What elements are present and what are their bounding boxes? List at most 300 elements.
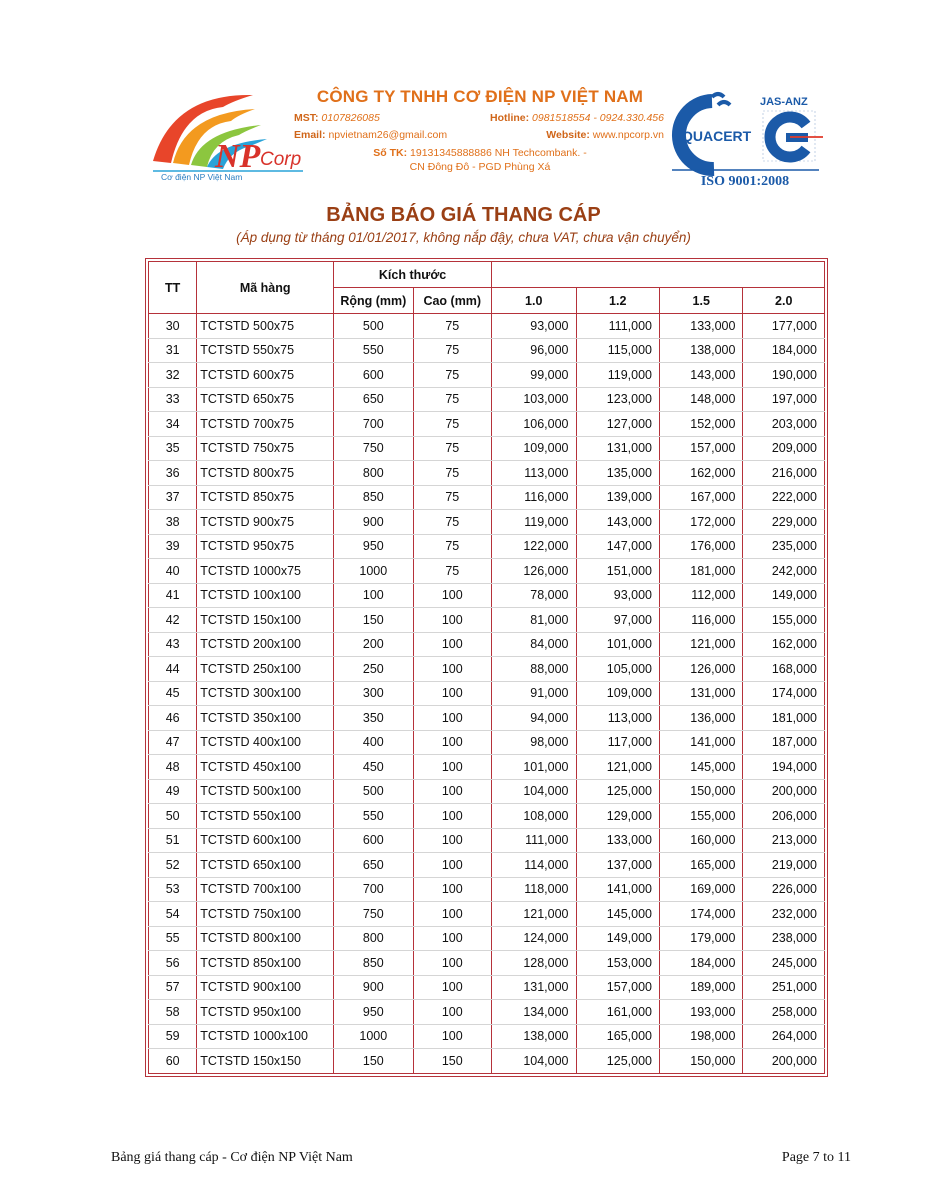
- cell-price-1-0: 121,000: [492, 902, 577, 927]
- logo-np-text: NP: [215, 138, 261, 175]
- table-row: [149, 951, 825, 976]
- cell-price-1-5: 141,000: [659, 730, 742, 755]
- cell-width: 350: [334, 706, 413, 731]
- table-row: [149, 461, 825, 486]
- cell-code: TCTSTD 250x100: [197, 657, 334, 682]
- cell-height: 100: [413, 1000, 491, 1025]
- cell-code: TCTSTD 950x100: [197, 1000, 334, 1025]
- cell-price-2-0: 190,000: [743, 363, 825, 388]
- footer-page-number: Page 7 to 11: [781, 1150, 851, 1165]
- table-row: [149, 338, 825, 363]
- cell-width: 700: [334, 877, 413, 902]
- header-row-1: [149, 262, 825, 288]
- cell-tt: 60: [149, 1049, 197, 1074]
- cell-price-1-2: 97,000: [576, 608, 659, 633]
- cell-price-1-2: 161,000: [576, 1000, 659, 1025]
- account-label: Số TK:: [373, 147, 408, 159]
- iso-certification-logo: [668, 83, 823, 189]
- cell-tt: 57: [149, 975, 197, 1000]
- cell-price-1-0: 101,000: [492, 755, 577, 780]
- cell-price-1-5: 172,000: [659, 510, 742, 535]
- table-row: [149, 681, 825, 706]
- cell-price-2-0: 229,000: [743, 510, 825, 535]
- cell-width: 500: [334, 314, 413, 339]
- cell-tt: 47: [149, 730, 197, 755]
- cell-code: TCTSTD 950x75: [197, 534, 334, 559]
- cell-price-1-5: 157,000: [659, 436, 742, 461]
- cell-code: TCTSTD 550x100: [197, 804, 334, 829]
- cell-code: TCTSTD 900x75: [197, 510, 334, 535]
- hotline-value: 0981518554 - 0924.330.456: [532, 112, 664, 124]
- cell-tt: 32: [149, 363, 197, 388]
- cell-tt: 51: [149, 828, 197, 853]
- website-label: Website:: [546, 129, 590, 141]
- cell-price-1-2: 129,000: [576, 804, 659, 829]
- cell-code: TCTSTD 850x75: [197, 485, 334, 510]
- cell-price-2-0: 235,000: [743, 534, 825, 559]
- cell-tt: 30: [149, 314, 197, 339]
- cell-price-2-0: 251,000: [743, 975, 825, 1000]
- cell-code: TCTSTD 350x100: [197, 706, 334, 731]
- cell-price-1-0: 94,000: [492, 706, 577, 731]
- cell-code: TCTSTD 450x100: [197, 755, 334, 780]
- cell-price-1-2: 121,000: [576, 755, 659, 780]
- logo-tagline: Cơ điện NP Việt Nam: [161, 172, 243, 182]
- npcorp-logo: [143, 83, 313, 183]
- cell-price-1-0: 88,000: [492, 657, 577, 682]
- cell-code: TCTSTD 650x100: [197, 853, 334, 878]
- cell-width: 1000: [334, 559, 413, 584]
- cell-height: 75: [413, 436, 491, 461]
- cell-price-1-2: 135,000: [576, 461, 659, 486]
- cell-price-1-2: 111,000: [576, 314, 659, 339]
- cell-price-2-0: 197,000: [743, 387, 825, 412]
- cell-tt: 33: [149, 387, 197, 412]
- cell-tt: 43: [149, 632, 197, 657]
- cell-tt: 42: [149, 608, 197, 633]
- cell-width: 900: [334, 975, 413, 1000]
- cell-price-1-5: 138,000: [659, 338, 742, 363]
- cell-height: 75: [413, 387, 491, 412]
- cell-tt: 48: [149, 755, 197, 780]
- bank-info: [290, 146, 670, 174]
- cell-code: TCTSTD 700x75: [197, 412, 334, 437]
- cell-height: 75: [413, 559, 491, 584]
- cell-price-1-0: 98,000: [492, 730, 577, 755]
- table-row: [149, 657, 825, 682]
- cell-code: TCTSTD 650x75: [197, 387, 334, 412]
- cell-price-1-0: 111,000: [492, 828, 577, 853]
- cell-price-1-0: 108,000: [492, 804, 577, 829]
- cell-code: TCTSTD 150x150: [197, 1049, 334, 1074]
- cell-price-1-2: 123,000: [576, 387, 659, 412]
- jas-anz-text: JAS-ANZ: [760, 96, 808, 108]
- cell-code: TCTSTD 750x75: [197, 436, 334, 461]
- table-row: [149, 412, 825, 437]
- table-row: [149, 877, 825, 902]
- cell-height: 100: [413, 706, 491, 731]
- logo-corp-text: Corp: [260, 149, 302, 170]
- cell-price-1-5: 112,000: [659, 583, 742, 608]
- document-title: BẢNG BÁO GIÁ THANG CÁP: [326, 204, 601, 226]
- cell-price-2-0: 200,000: [743, 779, 825, 804]
- cell-tt: 34: [149, 412, 197, 437]
- table-row: [149, 387, 825, 412]
- cell-price-1-2: 139,000: [576, 485, 659, 510]
- cell-price-1-0: 134,000: [492, 1000, 577, 1025]
- cell-width: 600: [334, 828, 413, 853]
- cell-price-1-5: 167,000: [659, 485, 742, 510]
- cell-tt: 49: [149, 779, 197, 804]
- website-value[interactable]: www.npcorp.vn: [592, 129, 664, 141]
- cell-height: 100: [413, 1024, 491, 1049]
- mst-value: 0107826085: [321, 112, 380, 124]
- cell-code: TCTSTD 800x75: [197, 461, 334, 486]
- cell-width: 600: [334, 363, 413, 388]
- cell-width: 850: [334, 951, 413, 976]
- cell-code: TCTSTD 100x100: [197, 583, 334, 608]
- table-row: [149, 853, 825, 878]
- cell-width: 650: [334, 853, 413, 878]
- cell-price-1-2: 125,000: [576, 1049, 659, 1074]
- cell-height: 75: [413, 485, 491, 510]
- cell-price-1-0: 84,000: [492, 632, 577, 657]
- cell-width: 900: [334, 510, 413, 535]
- cell-height: 100: [413, 804, 491, 829]
- table-row: [149, 902, 825, 927]
- cell-code: TCTSTD 500x100: [197, 779, 334, 804]
- cell-width: 550: [334, 804, 413, 829]
- cell-price-1-2: 153,000: [576, 951, 659, 976]
- cell-price-1-2: 105,000: [576, 657, 659, 682]
- cell-price-1-2: 149,000: [576, 926, 659, 951]
- cell-price-1-0: 93,000: [492, 314, 577, 339]
- cell-code: TCTSTD 800x100: [197, 926, 334, 951]
- cell-price-2-0: 206,000: [743, 804, 825, 829]
- cell-price-1-0: 91,000: [492, 681, 577, 706]
- cell-price-2-0: 200,000: [743, 1049, 825, 1074]
- cell-price-2-0: 155,000: [743, 608, 825, 633]
- cell-tt: 58: [149, 1000, 197, 1025]
- cell-width: 950: [334, 1000, 413, 1025]
- table-row: [149, 1049, 825, 1074]
- cell-height: 75: [413, 510, 491, 535]
- cell-tt: 36: [149, 461, 197, 486]
- cell-price-1-2: 113,000: [576, 706, 659, 731]
- cell-code: TCTSTD 300x100: [197, 681, 334, 706]
- cell-price-2-0: 245,000: [743, 951, 825, 976]
- cell-code: TCTSTD 900x100: [197, 975, 334, 1000]
- cell-code: TCTSTD 400x100: [197, 730, 334, 755]
- cell-price-1-5: 162,000: [659, 461, 742, 486]
- cell-width: 400: [334, 730, 413, 755]
- cell-price-2-0: 213,000: [743, 828, 825, 853]
- cell-tt: 56: [149, 951, 197, 976]
- cell-width: 750: [334, 902, 413, 927]
- cell-price-1-5: 148,000: [659, 387, 742, 412]
- iso-text: ISO 9001:2008: [700, 174, 790, 189]
- header-thickness-group: [492, 262, 825, 288]
- cell-price-1-0: 126,000: [492, 559, 577, 584]
- cell-price-2-0: 232,000: [743, 902, 825, 927]
- cell-width: 250: [334, 657, 413, 682]
- cell-tt: 39: [149, 534, 197, 559]
- cell-price-1-0: 78,000: [492, 583, 577, 608]
- cell-price-1-2: 157,000: [576, 975, 659, 1000]
- cell-price-1-0: 96,000: [492, 338, 577, 363]
- cell-price-1-0: 138,000: [492, 1024, 577, 1049]
- table-row: [149, 510, 825, 535]
- cell-height: 100: [413, 632, 491, 657]
- cell-price-1-2: 145,000: [576, 902, 659, 927]
- cell-width: 150: [334, 608, 413, 633]
- cell-price-2-0: 168,000: [743, 657, 825, 682]
- cell-price-1-2: 127,000: [576, 412, 659, 437]
- company-info: [290, 87, 670, 174]
- cell-price-1-2: 125,000: [576, 779, 659, 804]
- cell-price-1-0: 128,000: [492, 951, 577, 976]
- table-row: [149, 828, 825, 853]
- cell-height: 100: [413, 853, 491, 878]
- cell-tt: 38: [149, 510, 197, 535]
- cell-height: 100: [413, 926, 491, 951]
- cell-height: 100: [413, 730, 491, 755]
- cell-tt: 40: [149, 559, 197, 584]
- email-website-row: [290, 129, 670, 141]
- cell-code: TCTSTD 200x100: [197, 632, 334, 657]
- cell-price-1-2: 147,000: [576, 534, 659, 559]
- cell-width: 700: [334, 412, 413, 437]
- cell-price-1-0: 104,000: [492, 779, 577, 804]
- cell-price-2-0: 177,000: [743, 314, 825, 339]
- cell-price-1-2: 93,000: [576, 583, 659, 608]
- table-row: [149, 730, 825, 755]
- cell-price-1-0: 124,000: [492, 926, 577, 951]
- cell-price-1-5: 160,000: [659, 828, 742, 853]
- cell-code: TCTSTD 850x100: [197, 951, 334, 976]
- cell-price-1-5: 121,000: [659, 632, 742, 657]
- cell-price-1-5: 116,000: [659, 608, 742, 633]
- cell-price-1-2: 143,000: [576, 510, 659, 535]
- price-table-body: [149, 314, 825, 1074]
- cell-price-1-2: 101,000: [576, 632, 659, 657]
- cell-price-2-0: 258,000: [743, 1000, 825, 1025]
- table-row: [149, 804, 825, 829]
- email-label: Email:: [294, 129, 326, 141]
- cell-code: TCTSTD 1000x100: [197, 1024, 334, 1049]
- cell-tt: 59: [149, 1024, 197, 1049]
- cell-width: 950: [334, 534, 413, 559]
- table-row: [149, 534, 825, 559]
- price-table-frame: [145, 258, 828, 1077]
- cell-price-1-5: 133,000: [659, 314, 742, 339]
- cell-tt: 54: [149, 902, 197, 927]
- table-row: [149, 755, 825, 780]
- table-row: [149, 706, 825, 731]
- cell-price-2-0: 149,000: [743, 583, 825, 608]
- price-table: [148, 261, 825, 1074]
- cell-price-2-0: 203,000: [743, 412, 825, 437]
- cell-height: 75: [413, 412, 491, 437]
- cell-width: 750: [334, 436, 413, 461]
- quacert-text: QUACERT: [682, 128, 752, 144]
- cell-price-1-5: 169,000: [659, 877, 742, 902]
- cell-height: 100: [413, 951, 491, 976]
- cell-price-2-0: 174,000: [743, 681, 825, 706]
- cell-price-1-5: 145,000: [659, 755, 742, 780]
- cell-price-1-5: 176,000: [659, 534, 742, 559]
- table-row: [149, 632, 825, 657]
- cell-price-1-5: 179,000: [659, 926, 742, 951]
- cell-price-1-5: 184,000: [659, 951, 742, 976]
- cell-price-1-5: 174,000: [659, 902, 742, 927]
- cell-price-1-5: 143,000: [659, 363, 742, 388]
- cell-price-1-2: 117,000: [576, 730, 659, 755]
- cell-width: 450: [334, 755, 413, 780]
- cell-price-1-0: 106,000: [492, 412, 577, 437]
- cell-width: 300: [334, 681, 413, 706]
- cell-height: 75: [413, 461, 491, 486]
- header-code: Mã hàng: [197, 262, 334, 314]
- cell-price-2-0: 194,000: [743, 755, 825, 780]
- cell-code: TCTSTD 500x75: [197, 314, 334, 339]
- cell-price-1-5: 165,000: [659, 853, 742, 878]
- table-row: [149, 559, 825, 584]
- table-row: [149, 608, 825, 633]
- cell-width: 1000: [334, 1024, 413, 1049]
- mst-label: MST:: [294, 112, 319, 124]
- cell-code: TCTSTD 550x75: [197, 338, 334, 363]
- cell-width: 800: [334, 461, 413, 486]
- cell-tt: 45: [149, 681, 197, 706]
- cell-width: 500: [334, 779, 413, 804]
- cell-price-1-0: 118,000: [492, 877, 577, 902]
- table-row: [149, 583, 825, 608]
- cell-price-2-0: 184,000: [743, 338, 825, 363]
- cell-tt: 37: [149, 485, 197, 510]
- table-row: [149, 436, 825, 461]
- cell-price-1-0: 104,000: [492, 1049, 577, 1074]
- cell-height: 75: [413, 363, 491, 388]
- cell-code: TCTSTD 600x100: [197, 828, 334, 853]
- cell-width: 550: [334, 338, 413, 363]
- cell-price-1-0: 113,000: [492, 461, 577, 486]
- cell-height: 100: [413, 902, 491, 927]
- cell-price-1-5: 198,000: [659, 1024, 742, 1049]
- cell-price-1-5: 150,000: [659, 779, 742, 804]
- cell-price-2-0: 264,000: [743, 1024, 825, 1049]
- footer-document-name: Bảng giá thang cáp - Cơ điện NP Việt Nam: [111, 1150, 353, 1165]
- header-dimension-group: Kích thước: [334, 262, 492, 288]
- cell-height: 100: [413, 755, 491, 780]
- table-row: [149, 975, 825, 1000]
- document-subtitle: (Áp dụng từ tháng 01/01/2017, không nắp đậy, chưa VAT, chưa vận chuyển): [236, 230, 691, 245]
- company-name: CÔNG TY TNHH CƠ ĐIỆN NP VIỆT NAM: [316, 87, 644, 106]
- cell-price-1-2: 165,000: [576, 1024, 659, 1049]
- cell-price-2-0: 238,000: [743, 926, 825, 951]
- table-row: [149, 926, 825, 951]
- header-thickness-1-0: 1.0: [492, 288, 577, 314]
- cell-tt: 44: [149, 657, 197, 682]
- cell-height: 75: [413, 534, 491, 559]
- cell-width: 150: [334, 1049, 413, 1074]
- account-value: 19131345888886 NH Techcombank. -: [410, 147, 587, 159]
- cell-tt: 50: [149, 804, 197, 829]
- table-row: [149, 363, 825, 388]
- cell-code: TCTSTD 150x100: [197, 608, 334, 633]
- cell-height: 100: [413, 583, 491, 608]
- table-row: [149, 485, 825, 510]
- cell-tt: 55: [149, 926, 197, 951]
- cell-height: 75: [413, 338, 491, 363]
- cell-height: 75: [413, 314, 491, 339]
- page-footer: [111, 1150, 851, 1166]
- cell-price-1-5: 131,000: [659, 681, 742, 706]
- cell-price-2-0: 219,000: [743, 853, 825, 878]
- cell-price-1-2: 109,000: [576, 681, 659, 706]
- cell-price-1-5: 150,000: [659, 1049, 742, 1074]
- cell-price-1-0: 131,000: [492, 975, 577, 1000]
- cell-price-1-5: 193,000: [659, 1000, 742, 1025]
- cell-code: TCTSTD 1000x75: [197, 559, 334, 584]
- cell-price-2-0: 187,000: [743, 730, 825, 755]
- cell-width: 100: [334, 583, 413, 608]
- header-width: Rộng (mm): [334, 288, 413, 314]
- cell-tt: 41: [149, 583, 197, 608]
- cell-price-1-0: 109,000: [492, 436, 577, 461]
- cell-height: 150: [413, 1049, 491, 1074]
- cell-price-2-0: 226,000: [743, 877, 825, 902]
- account-branch: CN Đông Đô - PGD Phùng Xá: [409, 161, 551, 173]
- cell-price-1-5: 189,000: [659, 975, 742, 1000]
- header-height: Cao (mm): [413, 288, 491, 314]
- table-row: [149, 1000, 825, 1025]
- cell-price-1-0: 119,000: [492, 510, 577, 535]
- cell-height: 100: [413, 877, 491, 902]
- cell-price-1-2: 141,000: [576, 877, 659, 902]
- cell-price-1-5: 181,000: [659, 559, 742, 584]
- cell-height: 100: [413, 779, 491, 804]
- table-row: [149, 314, 825, 339]
- cell-price-1-2: 119,000: [576, 363, 659, 388]
- cell-price-1-5: 155,000: [659, 804, 742, 829]
- cell-price-1-5: 126,000: [659, 657, 742, 682]
- cell-width: 850: [334, 485, 413, 510]
- header-thickness-1-2: 1.2: [576, 288, 659, 314]
- cell-height: 100: [413, 657, 491, 682]
- letterhead-banner: [143, 83, 823, 189]
- cell-width: 800: [334, 926, 413, 951]
- cell-height: 100: [413, 608, 491, 633]
- cell-price-1-2: 137,000: [576, 853, 659, 878]
- cell-price-1-2: 131,000: [576, 436, 659, 461]
- cell-tt: 35: [149, 436, 197, 461]
- cell-price-1-0: 81,000: [492, 608, 577, 633]
- hotline-label: Hotline:: [490, 112, 530, 124]
- cell-price-1-5: 136,000: [659, 706, 742, 731]
- cell-price-1-2: 151,000: [576, 559, 659, 584]
- email-value[interactable]: npvietnam26@gmail.com: [328, 129, 448, 141]
- cell-price-2-0: 162,000: [743, 632, 825, 657]
- cell-price-1-5: 152,000: [659, 412, 742, 437]
- cell-width: 650: [334, 387, 413, 412]
- cell-price-2-0: 222,000: [743, 485, 825, 510]
- cell-price-1-0: 99,000: [492, 363, 577, 388]
- header-tt: TT: [149, 262, 197, 314]
- cell-price-1-2: 115,000: [576, 338, 659, 363]
- cell-price-1-0: 103,000: [492, 387, 577, 412]
- cell-price-2-0: 209,000: [743, 436, 825, 461]
